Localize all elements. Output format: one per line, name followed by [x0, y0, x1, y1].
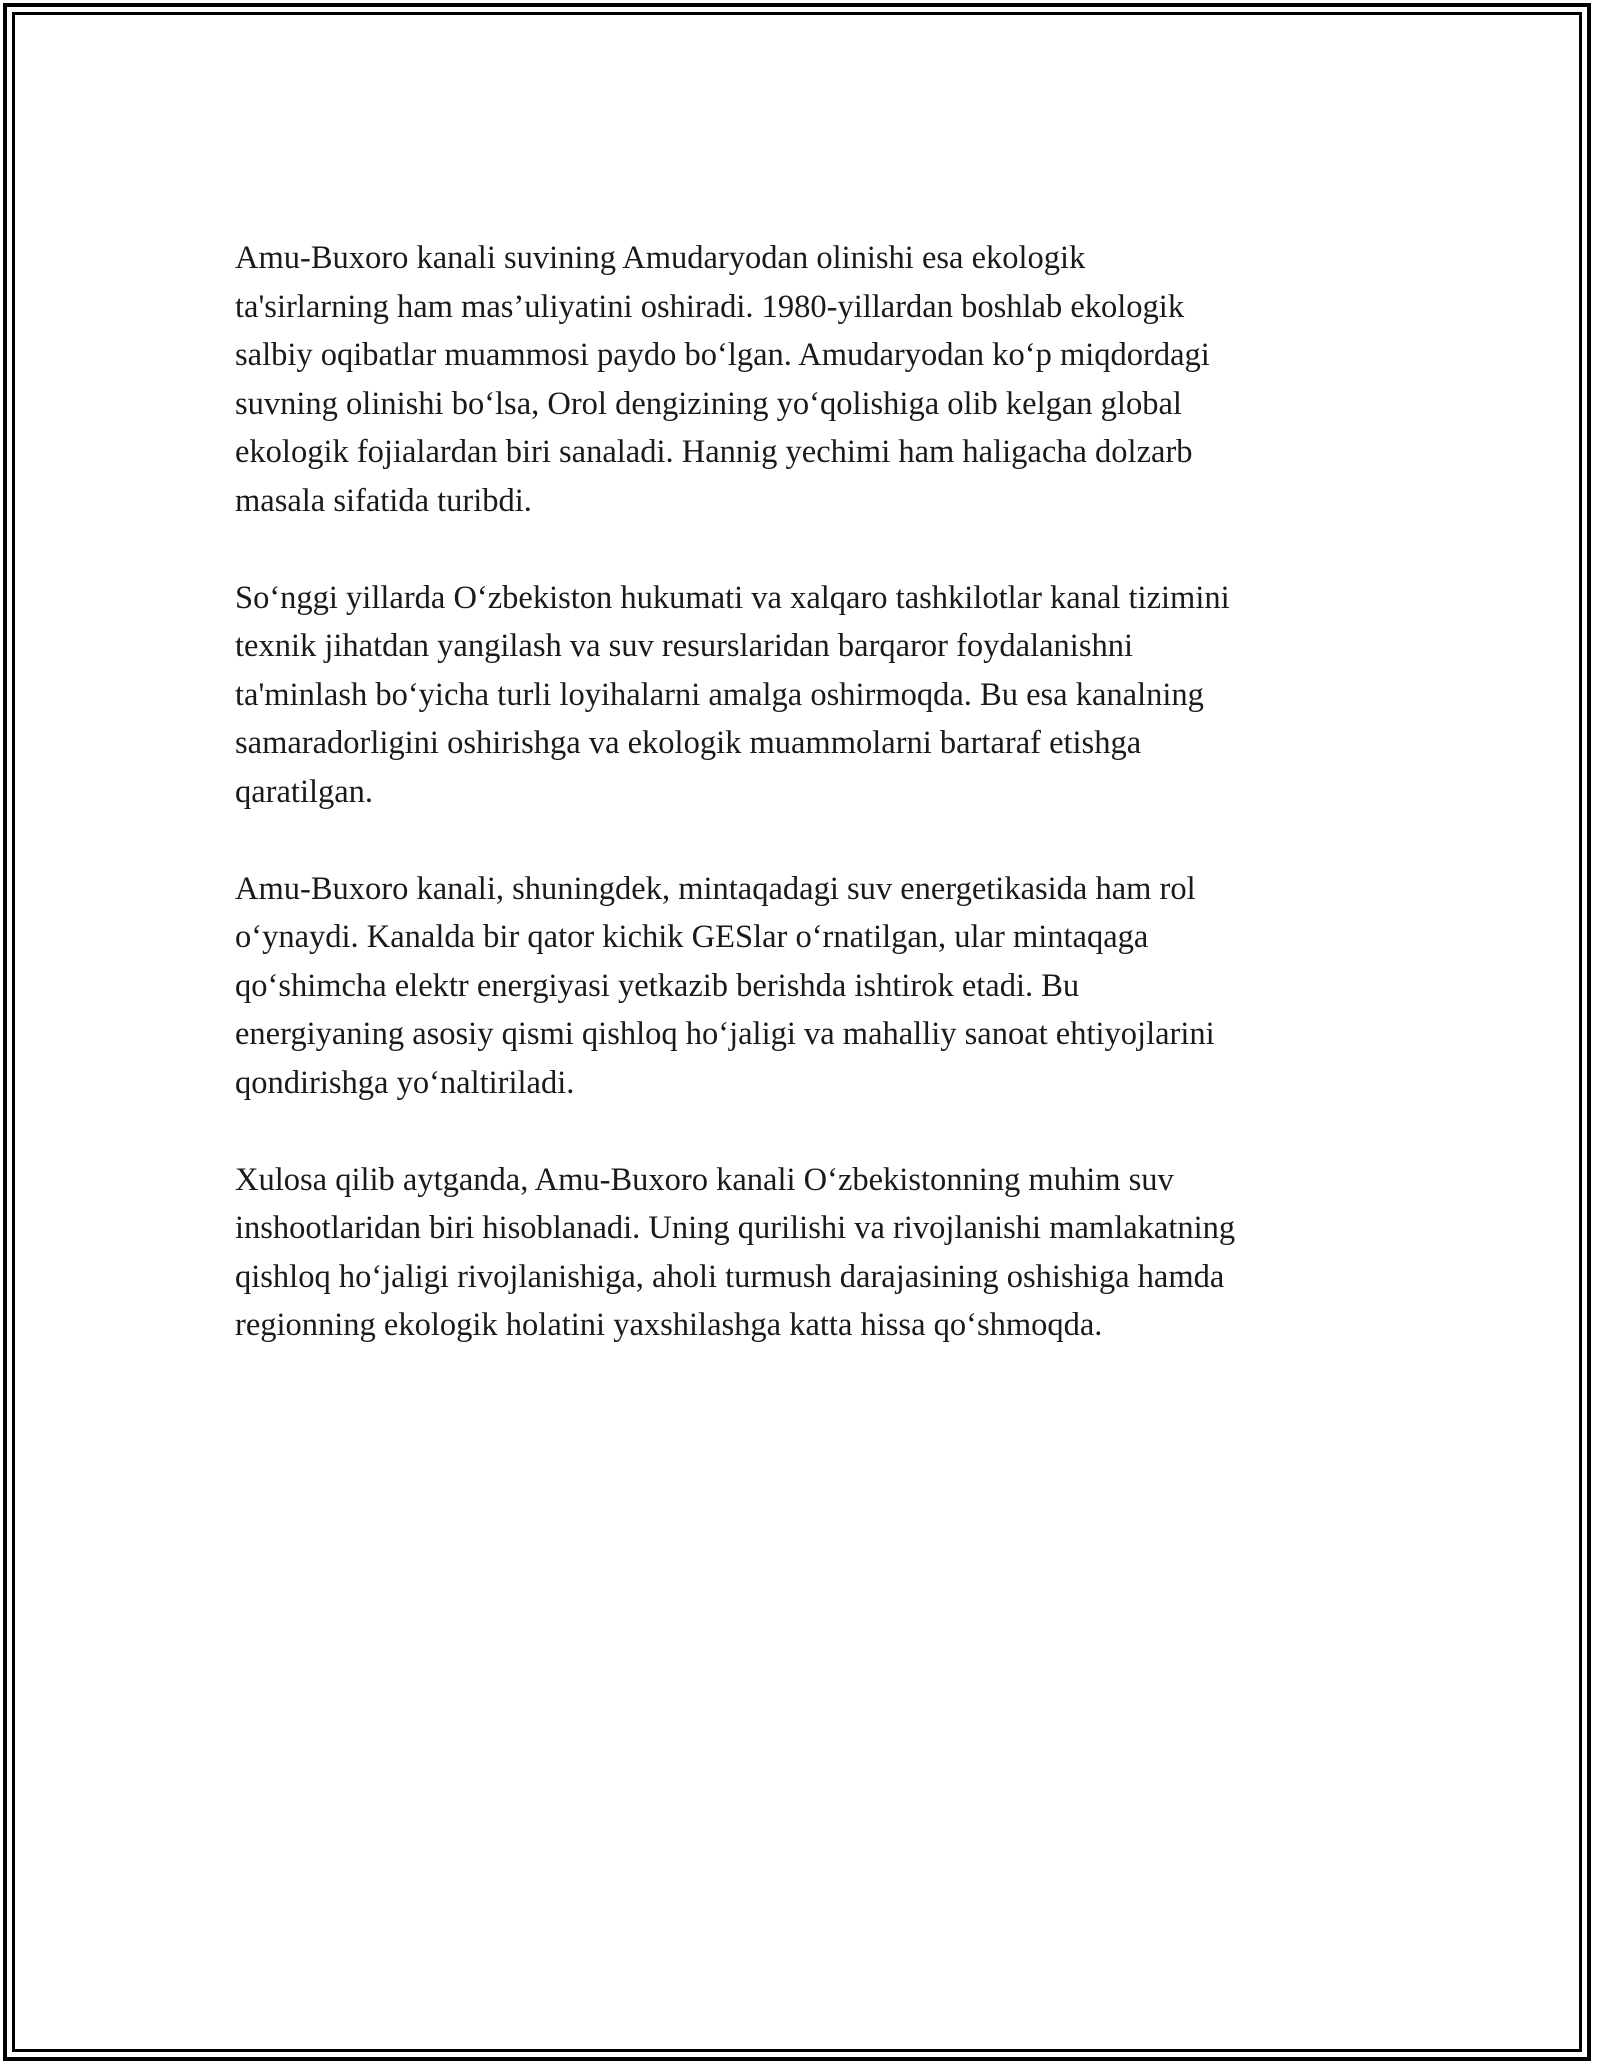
text-line: inshootlaridan biri hisoblanadi. Uning qurilishi va rivojlanishi mamlakatning — [235, 1210, 1236, 1246]
text-line: texnik jihatdan yangilash va suv resurslaridan barqaror foydalanishni — [235, 628, 1134, 664]
text-line: salbiy oqibatlar muammosi paydo bo‘lgan. Amudaryodan ko‘p miqdordagi — [235, 337, 1210, 373]
text-line: regionning ekologik holatini yaxshilashga katta hissa qo‘shmoqda. — [235, 1307, 1103, 1343]
paragraph-4 — [235, 1156, 1365, 1350]
text-line: ta'sirlarning ham mas’uliyatini oshiradi. 1980-yillardan boshlab ekologik — [235, 288, 1185, 325]
text-line: Amu-Buxoro kanali, shuningdek, mintaqadagi suv energetikasida ham rol — [235, 870, 1196, 907]
document-body — [235, 234, 1365, 1398]
text-line: energiyaning asosiy qismi qishloq ho‘jaligi va mahalliy sanoat ehtiyojlarini — [235, 1016, 1215, 1052]
text-line: o‘ynaydi. Kanalda bir qator kichik GESlar o‘rnatilgan, ular mintaqaga — [235, 919, 1149, 955]
text-line: Amu-Buxoro kanali suvining Amudaryodan olinishi esa ekologik — [235, 240, 1086, 276]
text-line: qishloq ho‘jaligi rivojlanishiga, aholi turmush darajasining oshishiga hamda — [235, 1258, 1225, 1295]
paragraph-3 — [235, 865, 1365, 1108]
text-line: samaradorligini oshirishga va ekologik muammolarni bartaraf etishga — [235, 725, 1142, 761]
text-line: So‘nggi yillarda O‘zbekiston hukumati va xalqaro tashkilotlar kanal tizimini — [235, 579, 1230, 616]
text-line: ekologik fojialardan biri sanaladi. Hannig yechimi ham haligacha dolzarb — [235, 434, 1193, 470]
text-line: qo‘shimcha elektr energiyasi yetkazib berishda ishtirok etadi. Bu — [235, 967, 1080, 1004]
paragraph-1 — [235, 234, 1365, 525]
paragraph-2 — [235, 574, 1365, 817]
text-line: qaratilgan. — [235, 773, 374, 810]
text-line: suvning olinishi bo‘lsa, Orol dengizining yo‘qolishiga olib kelgan global — [235, 385, 1182, 422]
text-line: Xulosa qilib aytganda, Amu-Buxoro kanali O‘zbekistonning muhim suv — [235, 1161, 1174, 1198]
text-line: masala sifatida turibdi. — [235, 482, 532, 519]
text-line: qondirishga yo‘naltiriladi. — [235, 1064, 575, 1101]
text-line: ta'minlash bo‘yicha turli loyihalarni amalga oshirmoqda. Bu esa kanalning — [235, 676, 1204, 713]
